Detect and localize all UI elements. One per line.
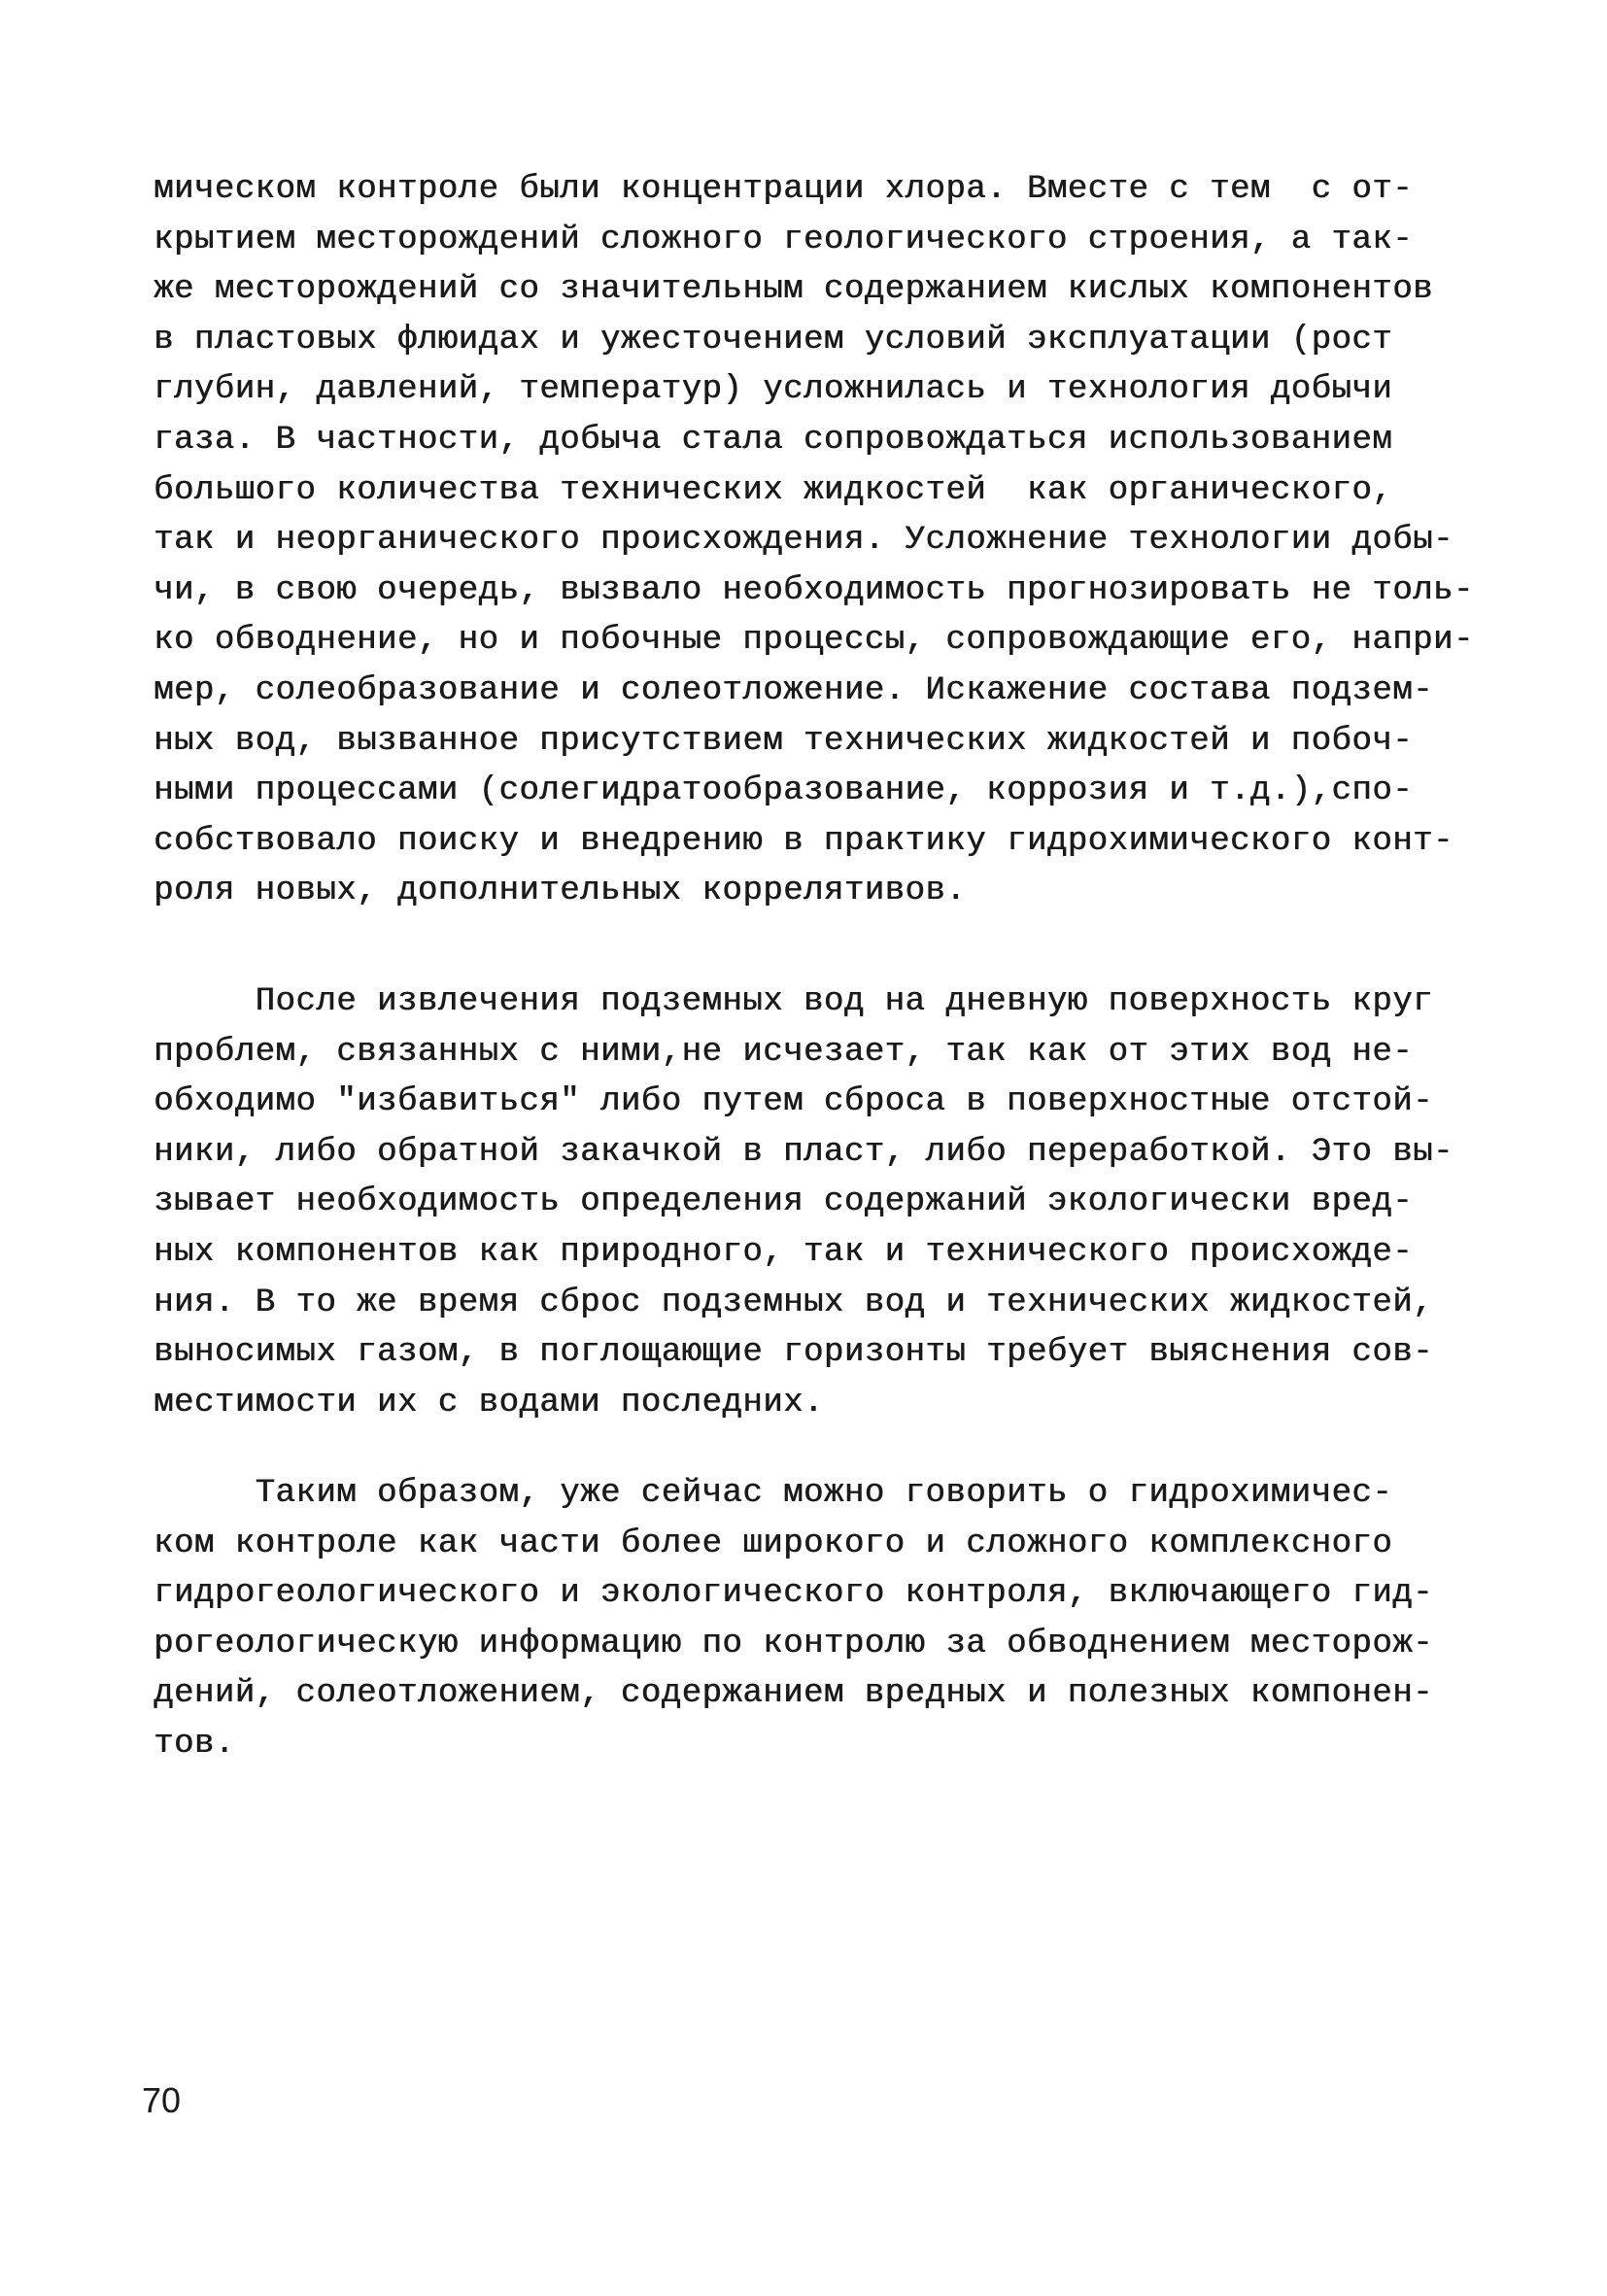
text-line: мер, солеобразование и солеотложение. Искажение состава подзем- <box>154 671 1433 709</box>
text-line: так и неорганического происхождения. Усложнение технологии добы- <box>154 522 1453 560</box>
text-line: проблем, связанных с ними,не исчезает, так как от этих вод не- <box>154 1033 1414 1071</box>
text-line: глубин, давлений, температур) усложнилась и технология добычи <box>154 371 1393 409</box>
text-line: ком контроле как части более широкого и сложного комплексного <box>154 1525 1393 1562</box>
text-line: же месторождений со значительным содержанием кислых компонентов <box>154 271 1433 309</box>
text-line: в пластовых флюидах и ужесточением условий эксплуатации (рост <box>154 321 1393 359</box>
page-number: 70 <box>142 2080 182 2120</box>
text-line: дений, солеотложением, содержанием вредных и полезных компонен- <box>154 1675 1433 1713</box>
text-line: ных вод, вызванное присутствием технических жидкостей и побоч- <box>154 722 1414 760</box>
text-line: роля новых, дополнительных коррелятивов. <box>154 873 967 910</box>
paragraph-3 <box>154 1469 1433 1770</box>
text-line: собствовало поиску и внедрению в практику гидрохимического конт- <box>154 822 1453 860</box>
text-line: гидрогеологического и экологического контроля, включающего гид- <box>154 1575 1433 1613</box>
text-line: После извлечения подземных вод на дневную поверхность круг <box>154 983 1433 1020</box>
text-line: чи, в свою очередь, вызвало необходимость прогнозировать не толь- <box>154 571 1474 609</box>
text-line: тов. <box>154 1725 235 1763</box>
paragraph-1 <box>154 165 1474 917</box>
text-line: ники, либо обратной закачкой в пласт, либо переработкой. Это вы- <box>154 1133 1453 1171</box>
text-line: большого количества технических жидкостей как органического, <box>154 471 1393 509</box>
text-line: зывает необходимость определения содержаний экологически вред- <box>154 1183 1414 1221</box>
text-line: ния. В то же время сброс подземных вод и технических жидкостей, <box>154 1284 1433 1321</box>
text-line: крытием месторождений сложного геологического строения, а так- <box>154 221 1414 258</box>
text-line: рогеологическую информацию по контролю за обводнением месторож- <box>154 1625 1433 1662</box>
text-line: ными процессами (солегидратообразование, коррозия и т.д.),спо- <box>154 772 1414 810</box>
text-line: ных компонентов как природного, так и технического происхожде- <box>154 1233 1414 1271</box>
paragraph-2 <box>154 977 1453 1428</box>
text-line: Таким образом, уже сейчас можно говорить о гидрохимичес- <box>154 1475 1393 1512</box>
text-line: ко обводнение, но и побочные процессы, сопровождающие его, напри- <box>154 622 1474 660</box>
text-line: местимости их с водами последних. <box>154 1384 824 1422</box>
text-line: обходимо "избавиться" либо путем сброса в поверхностные отстой- <box>154 1083 1433 1121</box>
text-line: газа. В частности, добыча стала сопровождаться использованием <box>154 421 1393 459</box>
text-line: мическом контроле были концентрации хлора. Вместе с тем с от- <box>154 171 1414 208</box>
text-line: выносимых газом, в поглощающие горизонты требует выяснения сов- <box>154 1334 1433 1372</box>
